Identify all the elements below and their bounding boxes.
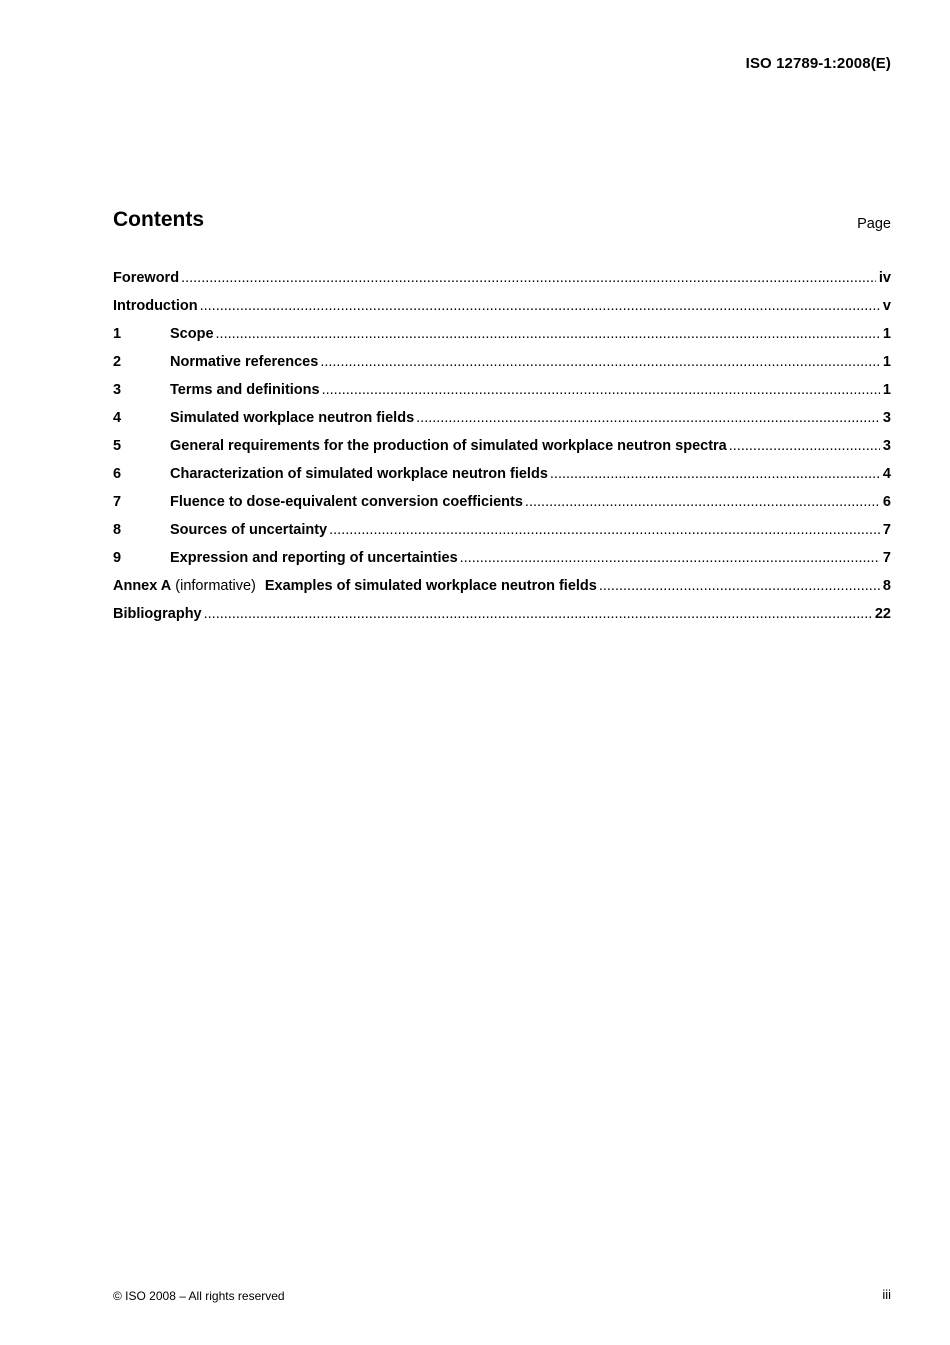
toc-entry-label: Introduction	[113, 298, 198, 314]
toc-annex-prefix: Annex A	[113, 578, 172, 594]
toc-title: Contents	[113, 208, 204, 231]
toc-entry-expression-and-reporting[interactable]	[113, 544, 891, 572]
toc-entry-number: 2	[113, 354, 122, 370]
toc-entry-label: Terms and definitions	[170, 382, 320, 398]
toc-entry-number: 3	[113, 382, 122, 398]
toc-annex-note: (informative)	[175, 578, 256, 594]
toc-entry-conversion-coefficients[interactable]	[113, 488, 891, 516]
footer-page-number: iii	[882, 1287, 891, 1302]
toc-leader-dots	[200, 292, 880, 320]
toc-entry-page: 7	[882, 522, 891, 538]
toc-entry-page: 22	[874, 606, 891, 622]
toc-leader-dots	[216, 320, 880, 348]
toc-entry-page: 1	[882, 354, 891, 370]
toc-entry-page: 4	[882, 466, 891, 482]
toc-entry-label: Expression and reporting of uncertainties	[170, 550, 458, 566]
toc-entry-label: Normative references	[170, 354, 319, 370]
toc-leader-dots	[460, 544, 880, 572]
footer-copyright: © ISO 2008 – All rights reserved	[113, 1289, 285, 1303]
toc-entry-bibliography[interactable]	[113, 600, 891, 628]
toc-entry-label: Characterization of simulated workplace neutron fields	[170, 466, 548, 482]
toc-entry-number: 8	[113, 522, 122, 538]
toc-entry-number: 6	[113, 466, 122, 482]
toc-entry-number: 7	[113, 494, 122, 510]
toc-entry-page: 8	[882, 578, 891, 594]
toc-entry-foreword[interactable]	[113, 264, 891, 292]
toc-entry-label: Examples of simulated workplace neutron fields	[264, 578, 597, 594]
toc-entry-scope[interactable]	[113, 320, 891, 348]
toc-entry-label: Bibliography	[113, 606, 202, 622]
toc-page-column-label: Page	[857, 216, 891, 232]
toc-entry-normative-references[interactable]	[113, 348, 891, 376]
toc-entry-label: Foreword	[113, 270, 180, 286]
toc-entry-page: 1	[882, 382, 891, 398]
toc-entry-number: 4	[113, 410, 122, 426]
toc-entry-sources-of-uncertainty[interactable]	[113, 516, 891, 544]
document-id: ISO 12789-1:2008(E)	[745, 55, 891, 72]
toc-entry-label: Fluence to dose-equivalent conversion coefficients	[170, 494, 523, 510]
toc-entry-number: 9	[113, 550, 122, 566]
toc-entry-introduction[interactable]	[113, 292, 891, 320]
toc-leader-dots	[181, 264, 876, 292]
toc-entry-page: 6	[882, 494, 891, 510]
toc-entry-label: Sources of uncertainty	[170, 522, 328, 538]
toc-leader-dots	[416, 404, 880, 432]
toc-header	[113, 208, 891, 238]
toc-leader-dots	[322, 376, 880, 404]
toc-entry-number: 1	[113, 326, 122, 342]
toc-leader-dots	[329, 516, 880, 544]
toc-entry-page: 1	[882, 326, 891, 342]
toc-leader-dots	[320, 348, 880, 376]
toc-entry-terms-and-definitions[interactable]	[113, 376, 891, 404]
toc-leader-dots	[550, 460, 880, 488]
toc-leader-dots	[525, 488, 880, 516]
toc-leader-dots	[204, 600, 872, 628]
toc-entry-label: Simulated workplace neutron fields	[170, 410, 415, 426]
toc-leader-dots	[599, 572, 880, 600]
toc-entry-page: iv	[878, 270, 891, 286]
toc-entry-page: 3	[882, 438, 891, 454]
toc-entry-page: 3	[882, 410, 891, 426]
toc-entry-page: v	[882, 298, 891, 314]
toc-entry-annex-a[interactable]	[113, 572, 891, 600]
toc-entry-characterization[interactable]	[113, 460, 891, 488]
toc-leader-dots	[729, 432, 880, 460]
toc-entry-label: General requirements for the production of simulated workplace neutron spectra	[170, 438, 727, 454]
toc-entry-label: Scope	[170, 326, 214, 342]
toc-entry-general-requirements[interactable]	[113, 432, 891, 460]
toc-entry-simulated-workplace-neutron-fields[interactable]	[113, 404, 891, 432]
toc-entry-number: 5	[113, 438, 122, 454]
table-of-contents	[113, 264, 891, 628]
toc-entry-page: 7	[882, 550, 891, 566]
